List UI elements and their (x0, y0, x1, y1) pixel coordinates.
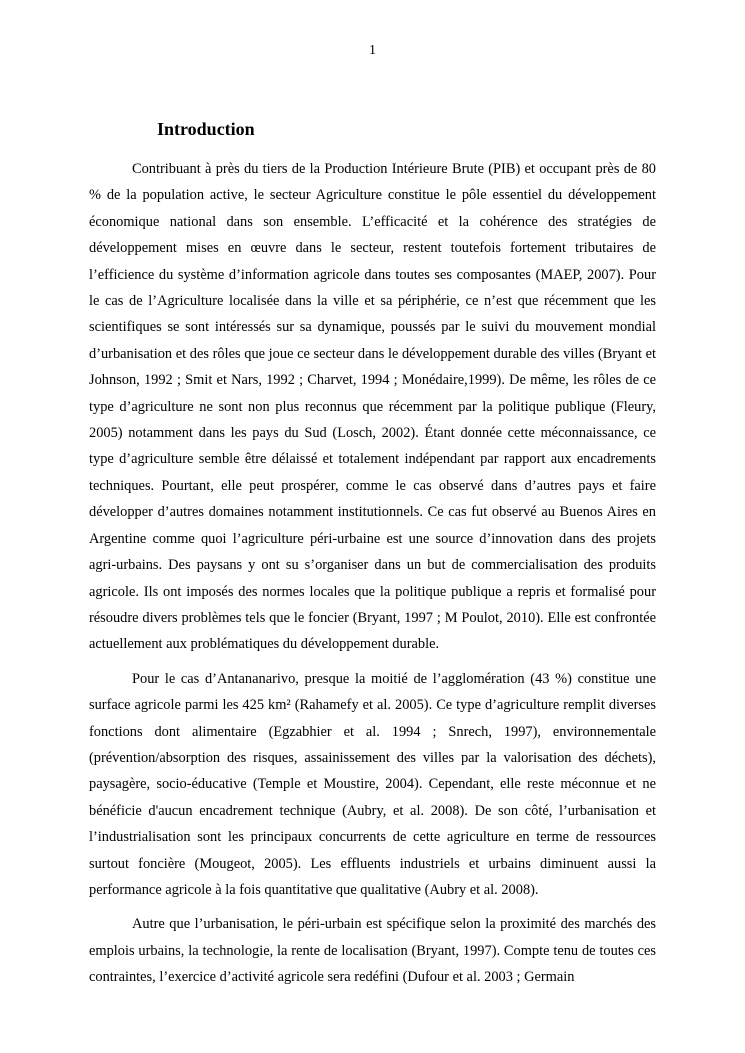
paragraph: Pour le cas d’Antananarivo, presque la moitié de l’agglomération (43 %) constitue une surface agricole parmi les 425 km² (Rahamefy et al. 2005). Ce type d’agriculture remplit diverses fonctions dont alimentaire (Egzabhier et al. 1994 ; Snrech, 1997), environnementale (prévention/absorption des risques, assainissement des villes par la valorisation des déchets), paysagère, socio-éducative (Temple et Moustire, 2004). Cependant, elle reste méconnue et ne bénéficie d'aucun encadrement technique (Aubry, et al. 2008). De son côté, l’urbanisation et l’industrialisation sont les principaux concurrents de cette agriculture en terme de ressources surtout foncière (Mougeot, 2005). Les effluents industriels et urbains diminuent aussi la performance agricole à la fois quantitative que qualitative (Aubry et al. 2008). (89, 670, 656, 898)
section-heading: Introduction (157, 119, 255, 139)
body-text (89, 156, 656, 999)
paragraph: Contribuant à près du tiers de la Production Intérieure Brute (PIB) et occupant près de 80 % de la population active, le secteur Agriculture constitue le pôle essentiel du développement économique national dans son ensemble. L’efficacité et la cohérence des stratégies de développement mises en œuvre dans le secteur, restent toutefois fortement tributaires de l’efficience du système d’information agricole dans toutes ses composantes (MAEP, 2007). Pour le cas de l’Agriculture localisée dans la ville et sa périphérie, ce n’est que récemment que les scientifiques se sont intéressés sur sa dynamique, poussés par le suivi du mouvement mondial d’urbanisation et des rôles que joue ce secteur dans le développement durable des villes (Bryant et Johnson, 1992 ; Smit et Nars, 1992 ; Charvet, 1994 ; Monédaire,1999). De même, les rôles de ce type d’agriculture ne sont non plus reconnus que récemment par la politique publique (Fleury, 2005) notamment dans les pays du Sud (Losch, 2002). Étant donnée cette méconnaissance, ce type d’agriculture semble être délaissé et totalement indépendant par rapport aux encadrements techniques. Pourtant, elle peut prospérer, comme le cas observé dans d’autres pays et faire développer d’autres domaines notamment institutionnels. Ce cas fut observé au Buenos Aires en Argentine comme quoi l’agriculture péri-urbaine est une source d’innovation dans des projets agri-urbains. Des paysans y ont su s’organiser dans un but de commercialisation des produits agricole. Ils ont imposés des normes locales que la politique publique a repris et formalisé pour résoudre divers problèmes tels que le foncier (Bryant, 1997 ; M Poulot, 2010). Elle est confrontée actuellement aux problématiques du développement durable. (89, 161, 656, 653)
paragraph: Autre que l’urbanisation, le péri-urbain est spécifique selon la proximité des marchés des emplois urbains, la technologie, la rente de localisation (Bryant, 1997). Compte tenu de toutes ces contraintes, l’exercice d’activité agricole sera redéfini (Dufour et al. 2003 ; Germain (89, 916, 656, 986)
page-number: 1 (369, 43, 376, 58)
